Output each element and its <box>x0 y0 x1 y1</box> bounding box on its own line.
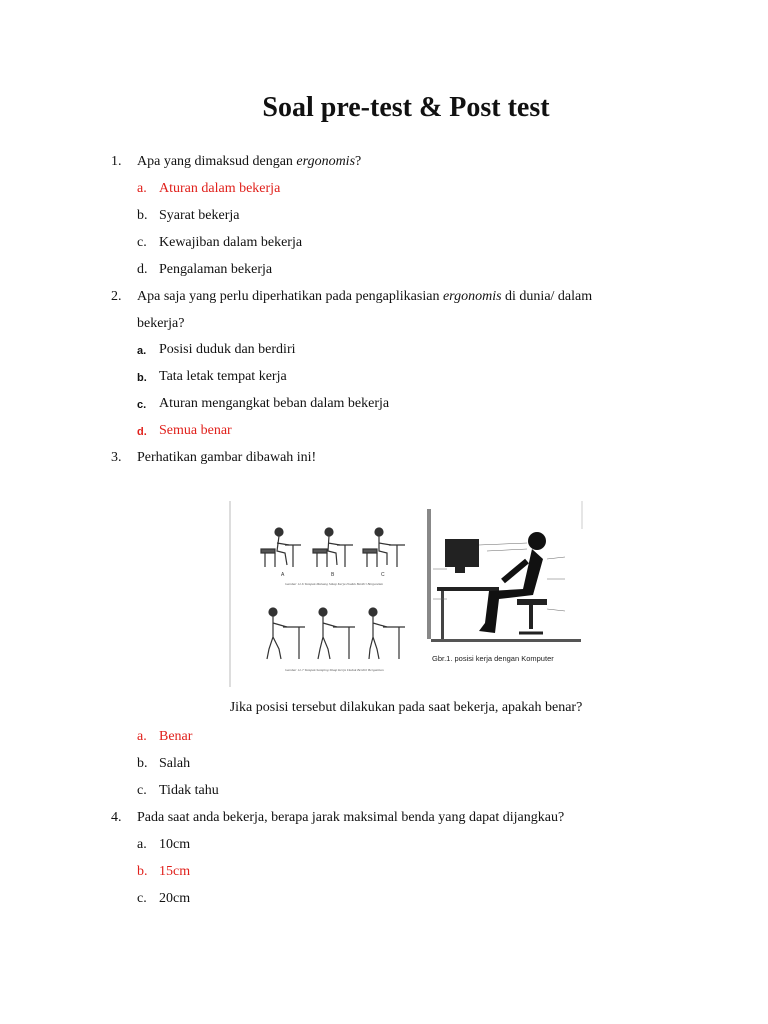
option-letter: a. <box>137 181 147 196</box>
page-title: Soal pre-test & Post test <box>262 92 550 123</box>
option-letter: c. <box>137 399 147 411</box>
figure-caption-bottom: Gambar 12.7 Tampak Samping Sikap Kerja Duduk Berdiri Bergantian <box>285 668 384 672</box>
option-text: 15cm <box>159 864 191 879</box>
question-text: Apa saja yang perlu diperhatikan pada pengaplikasian ergonomis di dunia/ dalam <box>137 289 593 304</box>
figure-caption-top: Gambar 12.6 Tampak Mahang Sikap Kerja Duduk Berdiri Bergantian <box>285 582 384 586</box>
ergonomics-illustration <box>227 499 585 689</box>
option-text: Tata letak tempat kerja <box>159 369 287 384</box>
option-text: 10cm <box>159 837 191 852</box>
option-text: Aturan mengangkat beban dalam bekerja <box>159 396 390 411</box>
question-text: Perhatikan gambar dibawah ini! <box>137 450 317 465</box>
question-text: Apa yang dimaksud dengan ergonomis? <box>137 154 362 169</box>
label-b: B <box>331 572 335 578</box>
question-number: 2. <box>111 289 122 304</box>
option-letter: b. <box>137 864 148 879</box>
option-letter: d. <box>137 262 148 277</box>
ergonomics-figure <box>227 499 585 689</box>
option-text: Kewajiban dalam bekerja <box>159 235 303 250</box>
option-letter: c. <box>137 783 147 798</box>
option-text: Salah <box>159 756 191 771</box>
question-number: 4. <box>111 810 122 825</box>
question-text: Pada saat anda bekerja, berapa jarak maksimal benda yang dapat dijangkau? <box>137 810 565 825</box>
option-letter: c. <box>137 235 147 250</box>
question-text-line2: bekerja? <box>137 316 185 331</box>
option-letter: c. <box>137 891 147 906</box>
question-number: 1. <box>111 154 122 169</box>
option-letter: a. <box>137 345 147 357</box>
option-text: Aturan dalam bekerja <box>159 181 281 196</box>
option-letter: b. <box>137 208 148 223</box>
option-text: Benar <box>159 729 193 744</box>
option-letter: a. <box>137 729 147 744</box>
option-letter: a. <box>137 837 147 852</box>
label-c: C <box>381 572 385 578</box>
option-text: Semua benar <box>159 423 232 438</box>
option-text: 20cm <box>159 891 191 906</box>
question-caption: Jika posisi tersebut dilakukan pada saat bekerja, apakah benar? <box>229 700 583 715</box>
option-text: Tidak tahu <box>159 783 219 798</box>
figure-caption-right: Gbr.1. posisi kerja dengan Komputer <box>432 654 554 663</box>
option-letter: b. <box>137 372 147 384</box>
question-number: 3. <box>111 450 122 465</box>
option-text: Posisi duduk dan berdiri <box>159 342 296 357</box>
option-letter: d. <box>137 426 147 438</box>
option-text: Syarat bekerja <box>159 208 240 223</box>
option-letter: b. <box>137 756 148 771</box>
option-text: Pengalaman bekerja <box>159 262 273 277</box>
label-a: A <box>281 572 285 578</box>
